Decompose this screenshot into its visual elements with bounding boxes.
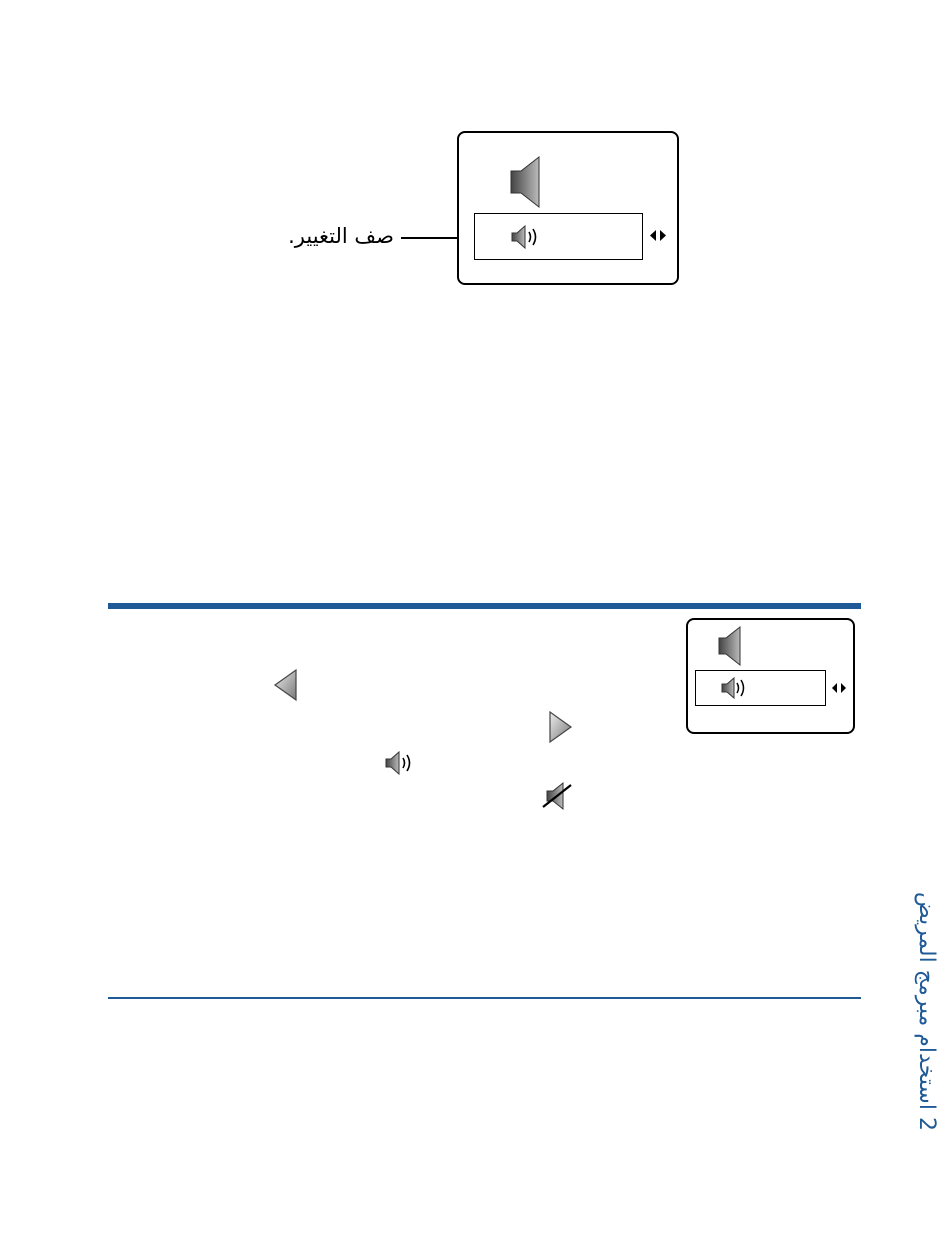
left-right-arrows-icon	[832, 683, 846, 693]
chapter-title: استخدام مبرمج المريض	[914, 892, 939, 1110]
triangle-right-icon	[549, 711, 572, 743]
section-top-rule	[108, 603, 861, 609]
speaker-muted-icon	[541, 781, 573, 811]
speaker-sound-icon	[722, 677, 749, 699]
speaker-large-icon	[511, 156, 541, 208]
callout-leader-line	[401, 237, 457, 239]
speaker-sound-icon	[512, 225, 542, 249]
triangle-left-icon	[274, 669, 297, 701]
left-right-arrows-icon	[650, 230, 666, 241]
change-row[interactable]	[695, 670, 826, 706]
speaker-sound-icon	[386, 751, 416, 775]
section-bottom-rule	[108, 997, 861, 999]
chapter-number: 2	[914, 1116, 939, 1131]
volume-screen-panel	[457, 131, 679, 285]
change-row[interactable]	[474, 213, 643, 260]
volume-screen-panel-small	[686, 618, 855, 734]
chapter-side-tab	[914, 878, 939, 1131]
callout-label: صف التغيير.	[288, 224, 394, 248]
speaker-large-icon	[719, 626, 741, 666]
